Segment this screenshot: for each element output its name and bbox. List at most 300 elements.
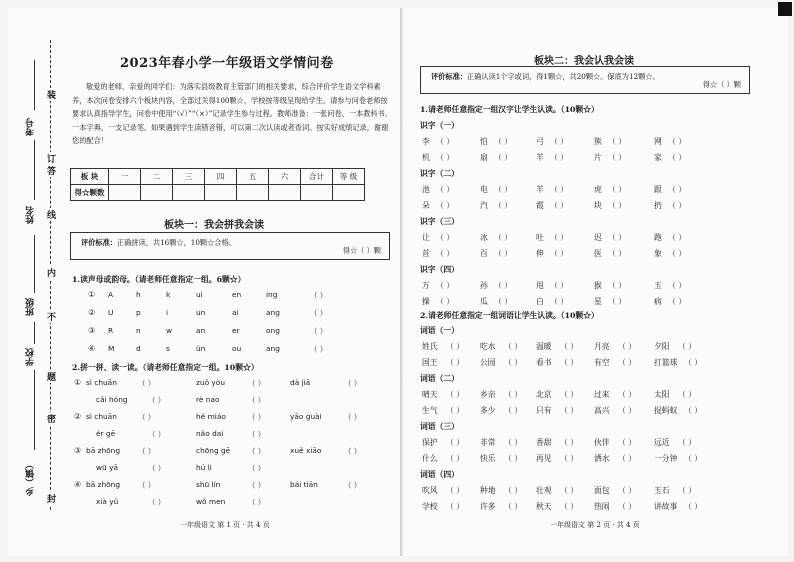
score-row-label: 得☆颗数 xyxy=(71,185,109,201)
pinyin-word: hé miáo xyxy=(196,412,226,421)
group-label: 词语（四） xyxy=(420,470,459,479)
reading-item: 吐 xyxy=(536,233,544,242)
reading-item: 再见 xyxy=(536,454,552,463)
reading-item: 洒水 xyxy=(594,454,610,463)
group-number: ③ xyxy=(74,446,82,455)
pinyin-word: wǒ men xyxy=(196,497,226,506)
underline xyxy=(34,140,35,200)
pinyin-word: bái tiān xyxy=(290,480,318,489)
answer-blank[interactable]: （ ） xyxy=(248,447,266,456)
reading-item: 过来 xyxy=(594,390,610,399)
section2-title: 板块二：我会认我会读 xyxy=(534,56,634,67)
reading-item: 热闹 xyxy=(594,502,610,511)
section1-title: 板块一：我会拼我会读 xyxy=(164,220,264,231)
phoneme: A xyxy=(108,290,114,299)
answer-blank[interactable]: （ ） xyxy=(560,390,579,399)
pinyin-word: bā zhōng xyxy=(86,480,121,489)
answer-blank[interactable]: （ ） xyxy=(138,413,156,422)
answer-blank[interactable]: （ ） xyxy=(248,396,266,405)
reading-item: 多少 xyxy=(480,406,496,415)
answer-blank[interactable]: （ ） xyxy=(504,390,523,399)
answer-blank[interactable]: （ ） xyxy=(148,498,166,507)
reading-item: 种地 xyxy=(480,486,496,495)
page-fold xyxy=(400,8,403,556)
phoneme: s xyxy=(166,344,170,353)
answer-blank[interactable]: （ ） xyxy=(504,438,523,447)
reading-item: 跑 xyxy=(654,233,662,242)
intro-paragraph: 敬爱的老师、亲爱的同学们：为落实县级教育主管部门的相关要求，综合评价学生语文学科素养，本次问卷安排六个板块内容，全部过关得100颗☆，学校按等级呈现给学生。请参与问卷老师按要求认真指导学生，问卷中使用“（√）”“（×）”记录学生参与过程。教师准备：一张问卷、一本教科书、一本字典、一支记录笔。如果遇到学生读错音错，可以第二次认读或者查词。按实好成绩记录，谢谢您的配合！ xyxy=(72,82,392,146)
answer-blank[interactable]: （ ） xyxy=(684,358,703,367)
pinyin-word: yāo guài xyxy=(290,412,322,421)
reading-item: 李 xyxy=(422,137,430,146)
answer-blank[interactable]: （ ） xyxy=(310,327,328,336)
answer-blank[interactable]: （ ） xyxy=(618,342,637,351)
exam-title: 2023年春小学一年级语文学情问卷 xyxy=(120,56,334,71)
group-label: 识字（一） xyxy=(420,121,459,130)
answer-blank[interactable]: （ ） xyxy=(310,291,328,300)
answer-blank[interactable]: （ ） xyxy=(344,447,362,456)
reading-item: 操 xyxy=(422,297,430,306)
phoneme: w xyxy=(166,326,173,335)
answer-blank[interactable]: （ ） xyxy=(550,185,569,194)
answer-blank[interactable]: （ ） xyxy=(618,358,637,367)
phoneme: ün xyxy=(196,344,206,353)
phoneme: d xyxy=(136,344,141,353)
phoneme: ong xyxy=(266,326,280,335)
answer-blank[interactable]: （ ） xyxy=(494,233,513,242)
answer-blank[interactable]: （ ） xyxy=(344,379,362,388)
reading-item: 白 xyxy=(536,297,544,306)
answer-blank[interactable]: （ ） xyxy=(494,201,513,210)
reading-item: 只有 xyxy=(536,406,552,415)
answer-blank[interactable]: （ ） xyxy=(618,454,637,463)
phoneme: an xyxy=(196,326,206,335)
q1-title: 1.读声母或韵母。（请老师任意指定一组。6颗☆） xyxy=(72,275,246,284)
phoneme: i xyxy=(166,308,169,317)
phoneme: n xyxy=(136,326,141,335)
group-number: ① xyxy=(74,378,82,387)
reading-item: 让 xyxy=(422,233,430,242)
pinyin-word: cǎi hóng xyxy=(96,395,128,404)
answer-blank[interactable]: （ ） xyxy=(494,297,513,306)
corner-mark xyxy=(778,2,792,16)
answer-blank[interactable]: （ ） xyxy=(494,153,513,162)
reading-item: 讲故事 xyxy=(654,502,678,511)
answer-blank[interactable]: （ ） xyxy=(608,185,627,194)
pinyin-word: nǎo dai xyxy=(196,429,224,438)
answer-blank[interactable]: （ ） xyxy=(248,464,266,473)
underline xyxy=(34,60,35,110)
answer-blank[interactable]: （ ） xyxy=(148,430,166,439)
underline xyxy=(34,235,35,293)
phoneme: R xyxy=(108,326,114,335)
answer-blank[interactable]: （ ） xyxy=(504,454,523,463)
phoneme: M xyxy=(108,344,115,353)
score-header-cell: 合计 xyxy=(301,169,333,185)
score-header-cell: 等 级 xyxy=(333,169,365,185)
phoneme: ang xyxy=(266,308,280,317)
binding-word: 不 xyxy=(45,312,55,321)
answer-blank[interactable]: （ ） xyxy=(446,358,465,367)
section1-criteria-box xyxy=(70,232,390,260)
binding-word: 密 xyxy=(45,414,55,423)
answer-blank[interactable]: （ ） xyxy=(248,379,266,388)
answer-blank[interactable]: （ ） xyxy=(618,390,637,399)
criteria-text: 正确认读1个字或词，得1颗☆，共20颗☆。保底为12颗☆。 xyxy=(466,72,660,81)
reading-item: 打篮球 xyxy=(654,358,678,367)
answer-blank[interactable]: （ ） xyxy=(436,281,455,290)
answer-blank[interactable]: （ ） xyxy=(668,153,687,162)
reading-item: 病 xyxy=(654,297,662,306)
label-school: 学校 xyxy=(26,348,36,366)
score-input-cell[interactable] xyxy=(205,185,237,201)
reading-item: 万 xyxy=(422,281,430,290)
answer-blank[interactable]: （ ） xyxy=(550,233,569,242)
answer-blank[interactable]: （ ） xyxy=(248,430,266,439)
pinyin-word: dà jiā xyxy=(290,378,311,387)
answer-blank[interactable]: （ ） xyxy=(678,486,697,495)
reading-item: 汽 xyxy=(480,201,488,210)
reading-item: 孙 xyxy=(480,281,488,290)
score-header-cell: 一 xyxy=(109,169,141,185)
reading-item: 生气 xyxy=(422,406,438,415)
reading-item: 伙伴 xyxy=(594,438,610,447)
reading-item: 熊 xyxy=(594,137,602,146)
answer-blank[interactable]: （ ） xyxy=(446,486,465,495)
reading-item: 羊 xyxy=(536,153,544,162)
reading-item: 瓜 xyxy=(480,297,488,306)
answer-blank[interactable]: （ ） xyxy=(550,137,569,146)
phoneme: ui xyxy=(196,290,203,299)
pinyin-word: bā zhōng xyxy=(86,446,121,455)
reading-item: 远近 xyxy=(654,438,670,447)
reading-item: 电 xyxy=(480,185,488,194)
answer-blank[interactable]: （ ） xyxy=(560,454,579,463)
answer-blank[interactable]: （ ） xyxy=(310,309,328,318)
answer-blank[interactable]: （ ） xyxy=(608,153,627,162)
score-input-cell[interactable] xyxy=(173,185,205,201)
answer-blank[interactable]: （ ） xyxy=(550,297,569,306)
reading-item: 猴 xyxy=(594,281,602,290)
pinyin-word: shū lín xyxy=(196,480,221,489)
answer-blank[interactable]: （ ） xyxy=(684,502,703,511)
reading-item: 医 xyxy=(594,249,602,258)
group-label: 词语（三） xyxy=(420,422,459,431)
answer-blank[interactable]: （ ） xyxy=(550,201,569,210)
answer-blank[interactable]: （ ） xyxy=(494,249,513,258)
score-input-cell[interactable] xyxy=(333,185,365,201)
score-input-cell[interactable] xyxy=(141,185,173,201)
phoneme: h xyxy=(136,290,141,299)
answer-blank[interactable]: （ ） xyxy=(668,201,687,210)
reading-item: 太阳 xyxy=(654,390,670,399)
answer-blank[interactable]: （ ） xyxy=(560,342,579,351)
answer-blank[interactable]: （ ） xyxy=(494,137,513,146)
answer-blank[interactable]: （ ） xyxy=(436,297,455,306)
answer-blank[interactable]: （ ） xyxy=(436,201,455,210)
answer-blank[interactable]: （ ） xyxy=(248,413,266,422)
row-number: ④ xyxy=(88,344,96,353)
score-input-cell[interactable] xyxy=(237,185,269,201)
pinyin-word: sì chuān xyxy=(86,412,117,421)
answer-blank[interactable]: （ ） xyxy=(550,249,569,258)
answer-blank[interactable]: （ ） xyxy=(668,281,687,290)
answer-blank[interactable]: （ ） xyxy=(504,406,523,415)
reading-item: 香甜 xyxy=(536,438,552,447)
reading-item: 非常 xyxy=(480,438,496,447)
answer-blank[interactable]: （ ） xyxy=(344,481,362,490)
phoneme: ai xyxy=(232,308,239,317)
answer-blank[interactable]: （ ） xyxy=(608,137,627,146)
pinyin-word: zuǒ yòu xyxy=(196,378,226,387)
section1-score-line[interactable]: 得☆（ ）颗 xyxy=(342,246,381,255)
phoneme: ou xyxy=(232,344,242,353)
answer-blank[interactable]: （ ） xyxy=(618,502,637,511)
criteria-text: 正确拼读，共16颗☆，10颗☆合格。 xyxy=(116,238,236,247)
score-header-cell: 三 xyxy=(173,169,205,185)
answer-blank[interactable]: （ ） xyxy=(678,342,697,351)
phoneme: p xyxy=(136,308,141,317)
reading-item: 片 xyxy=(594,153,602,162)
group-number: ④ xyxy=(74,480,82,489)
answer-blank[interactable]: （ ） xyxy=(504,342,523,351)
reading-item: 看书 xyxy=(536,358,552,367)
underline xyxy=(34,370,35,450)
reading-item: 学校 xyxy=(422,502,438,511)
phoneme: ing xyxy=(266,290,278,299)
reading-item: 乡亲 xyxy=(480,390,496,399)
answer-blank[interactable]: （ ） xyxy=(436,137,455,146)
answer-blank[interactable]: （ ） xyxy=(608,281,627,290)
reading-item: 冰 xyxy=(480,233,488,242)
answer-blank[interactable]: （ ） xyxy=(148,396,166,405)
reading-item: 伸 xyxy=(536,249,544,258)
answer-blank[interactable]: （ ） xyxy=(608,233,627,242)
reading-item: 块 xyxy=(594,201,602,210)
reading-item: 国王 xyxy=(422,358,438,367)
group-number: ② xyxy=(74,412,82,421)
answer-blank[interactable]: （ ） xyxy=(248,498,266,507)
reading-item: 面包 xyxy=(594,486,610,495)
answer-blank[interactable]: （ ） xyxy=(618,406,637,415)
answer-blank[interactable]: （ ） xyxy=(446,502,465,511)
answer-blank[interactable]: （ ） xyxy=(504,358,523,367)
reading-item: 星 xyxy=(594,297,602,306)
pinyin-word: xuě xiāo xyxy=(290,446,322,455)
label-township: 乡（镇） xyxy=(26,460,36,496)
answer-blank[interactable]: （ ） xyxy=(668,233,687,242)
answer-blank[interactable]: （ ） xyxy=(678,438,697,447)
answer-blank[interactable]: （ ） xyxy=(608,249,627,258)
answer-blank[interactable]: （ ） xyxy=(684,406,703,415)
reading-item: 跟 xyxy=(654,185,662,194)
pinyin-word: sì chuān xyxy=(86,378,117,387)
right-footer: 一年级语文 第 2 页 · 共 4 页 xyxy=(550,521,640,529)
answer-blank[interactable]: （ ） xyxy=(436,153,455,162)
row-number: ① xyxy=(88,290,96,299)
reading-item: 机 xyxy=(422,153,430,162)
score-table-header xyxy=(71,169,365,185)
phoneme: k xyxy=(166,290,171,299)
phoneme: ang xyxy=(266,344,280,353)
binding-word: 订 xyxy=(45,154,55,163)
reading-item: 甩 xyxy=(536,281,544,290)
group-label: 识字（四） xyxy=(420,265,459,274)
reading-item: 百 xyxy=(480,249,488,258)
group-label: 词语（一） xyxy=(420,326,459,335)
binding-word: 线 xyxy=(45,210,55,219)
reading-item: 霞 xyxy=(536,201,544,210)
reading-item: 公园 xyxy=(480,358,496,367)
answer-blank[interactable]: （ ） xyxy=(668,137,687,146)
phoneme: er xyxy=(232,326,240,335)
answer-blank[interactable]: （ ） xyxy=(138,481,156,490)
score-input-cell[interactable] xyxy=(301,185,333,201)
pinyin-word: wū yā xyxy=(96,463,118,472)
left-footer: 一年级语文 第 1 页 · 共 4 页 xyxy=(180,521,270,529)
reading-item: 怕 xyxy=(480,137,488,146)
reading-item: 虎 xyxy=(594,185,602,194)
score-table-row xyxy=(71,185,365,201)
reading-item: 许多 xyxy=(480,502,496,511)
answer-blank[interactable]: （ ） xyxy=(436,185,455,194)
reading-item: 弓 xyxy=(536,137,544,146)
score-header-cell: 六 xyxy=(269,169,301,185)
score-header-cell: 二 xyxy=(141,169,173,185)
answer-blank[interactable]: （ ） xyxy=(446,438,465,447)
r-q2-title: 2.请老师任意指定一组词语让学生认读。（10颗☆） xyxy=(420,311,599,320)
answer-blank[interactable]: （ ） xyxy=(148,464,166,473)
reading-item: 扔 xyxy=(654,201,662,210)
reading-item: 捉蚂蚁 xyxy=(654,406,678,415)
phoneme: un xyxy=(196,308,206,317)
answer-blank[interactable]: （ ） xyxy=(344,413,362,422)
row-number: ③ xyxy=(88,326,96,335)
reading-item: 晴天 xyxy=(422,390,438,399)
label-class: 班级 xyxy=(26,298,36,316)
reading-item: 家 xyxy=(654,153,662,162)
reading-item: 朵 xyxy=(422,201,430,210)
answer-blank[interactable]: （ ） xyxy=(678,390,697,399)
reading-item: 温暖 xyxy=(536,342,552,351)
reading-item: 保护 xyxy=(422,438,438,447)
answer-blank[interactable]: （ ） xyxy=(446,390,465,399)
reading-item: 月亮 xyxy=(594,342,610,351)
reading-item: 玉 xyxy=(654,281,662,290)
binding-strip xyxy=(14,40,62,510)
underline xyxy=(34,322,35,344)
r-q1-title: 1.请老师任意指定一组汉字让学生认读。（10颗☆） xyxy=(420,105,599,114)
pinyin-word: rè nao xyxy=(196,395,220,404)
answer-blank[interactable]: （ ） xyxy=(550,153,569,162)
answer-blank[interactable]: （ ） xyxy=(310,345,328,354)
answer-blank[interactable]: （ ） xyxy=(494,281,513,290)
answer-blank[interactable]: （ ） xyxy=(560,358,579,367)
binding-word: 内 xyxy=(45,268,55,277)
section2-criteria-box xyxy=(420,66,750,94)
phoneme: en xyxy=(232,290,242,299)
pinyin-word: hú li xyxy=(196,463,212,472)
answer-blank[interactable]: （ ） xyxy=(446,342,465,351)
reading-item: 迟 xyxy=(594,233,602,242)
phoneme: U xyxy=(108,308,114,317)
reading-item: 夕阳 xyxy=(654,342,670,351)
group-label: 识字（二） xyxy=(420,169,459,178)
answer-blank[interactable]: （ ） xyxy=(446,406,465,415)
reading-item: 羊 xyxy=(536,185,544,194)
answer-blank[interactable]: （ ） xyxy=(494,185,513,194)
score-header-cell: 五 xyxy=(237,169,269,185)
score-input-cell[interactable] xyxy=(109,185,141,201)
reading-item: 快乐 xyxy=(480,454,496,463)
answer-blank[interactable]: （ ） xyxy=(618,486,637,495)
answer-blank[interactable]: （ ） xyxy=(560,502,579,511)
row-number: ② xyxy=(88,308,96,317)
q2-title: 2.拼一拼、读一读。（请老师任意指定一组。10颗☆） xyxy=(72,363,259,372)
reading-item: 高兴 xyxy=(594,406,610,415)
answer-blank[interactable]: （ ） xyxy=(560,438,579,447)
reading-item: 什么 xyxy=(422,454,438,463)
answer-blank[interactable]: （ ） xyxy=(668,297,687,306)
answer-blank[interactable]: （ ） xyxy=(436,233,455,242)
label-name: 姓名 xyxy=(26,206,36,224)
binding-word: 封 xyxy=(45,494,55,503)
binding-word: 装 xyxy=(45,90,55,99)
answer-blank[interactable]: （ ） xyxy=(668,249,687,258)
answer-blank[interactable]: （ ） xyxy=(504,502,523,511)
answer-blank[interactable]: （ ） xyxy=(138,447,156,456)
score-header-cell: 板 块 xyxy=(71,169,109,185)
answer-blank[interactable]: （ ） xyxy=(684,454,703,463)
label-exam-number: 考号 xyxy=(26,118,36,136)
answer-blank[interactable]: （ ） xyxy=(668,185,687,194)
answer-blank[interactable]: （ ） xyxy=(608,201,627,210)
score-table xyxy=(70,168,365,201)
score-header-cell: 四 xyxy=(205,169,237,185)
reading-item: 有空 xyxy=(594,358,610,367)
answer-blank[interactable]: （ ） xyxy=(504,486,523,495)
pinyin-word: chōng gē xyxy=(196,446,231,455)
score-input-cell[interactable] xyxy=(269,185,301,201)
answer-blank[interactable]: （ ） xyxy=(446,454,465,463)
reading-item: 壮观 xyxy=(536,486,552,495)
answer-blank[interactable]: （ ） xyxy=(560,486,579,495)
answer-blank[interactable]: （ ） xyxy=(138,379,156,388)
criteria-label: 评价标准： xyxy=(431,72,467,81)
reading-item: 扇 xyxy=(480,153,488,162)
group-label: 词语（二） xyxy=(420,374,459,383)
reading-item: 首 xyxy=(422,249,430,258)
section2-score-line[interactable]: 得☆（ ）颗 xyxy=(702,80,741,89)
answer-blank[interactable]: （ ） xyxy=(560,406,579,415)
binding-word: 题 xyxy=(45,372,55,381)
answer-blank[interactable]: （ ） xyxy=(550,281,569,290)
binding-word: 答 xyxy=(45,166,55,175)
answer-blank[interactable]: （ ） xyxy=(608,297,627,306)
answer-blank[interactable]: （ ） xyxy=(248,481,266,490)
pinyin-word: xià yǔ xyxy=(96,497,119,506)
pinyin-word: ér gē xyxy=(96,429,116,438)
group-label: 识字（三） xyxy=(420,217,459,226)
reading-item: 秋天 xyxy=(536,502,552,511)
answer-blank[interactable]: （ ） xyxy=(436,249,455,258)
answer-blank[interactable]: （ ） xyxy=(618,438,637,447)
reading-item: 玉石 xyxy=(654,486,670,495)
reading-item: 吹风 xyxy=(422,486,438,495)
reading-item: 吃水 xyxy=(480,342,496,351)
reading-item: 池 xyxy=(422,185,430,194)
reading-item: 一分钟 xyxy=(654,454,678,463)
